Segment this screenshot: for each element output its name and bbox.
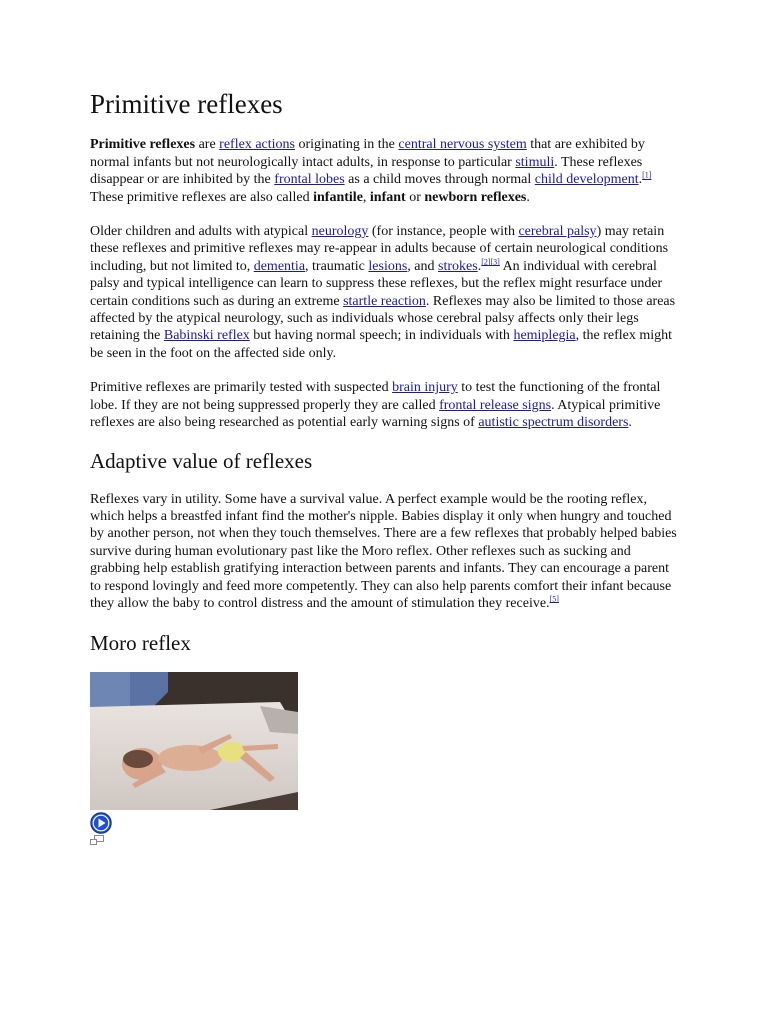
reference-5[interactable]: [5] [549, 594, 559, 604]
testing-paragraph: Primitive reflexes are primarily tested with suspected brain injury to test the functioning of the frontal lobe. If they are not being suppressed properly they are called frontal release signs. Atypical primitive reflexes are also being researched as potential early warning signs of autistic spectrum disorders. [90, 380, 661, 431]
play-icon[interactable] [90, 812, 112, 834]
link-reflex-actions[interactable]: reflex actions [219, 137, 295, 153]
page-title: Primitive reflexes [90, 89, 283, 119]
link-strokes[interactable]: strokes [438, 258, 478, 274]
link-frontal-lobes[interactable]: frontal lobes [274, 172, 345, 188]
link-stimuli[interactable]: stimuli [515, 154, 555, 170]
bold-term: Primitive reflexes [90, 137, 196, 153]
link-dementia[interactable]: dementia [253, 258, 306, 274]
enlarge-icon[interactable] [90, 835, 104, 845]
neurology-paragraph: Older children and adults with atypical neurology (for instance, people with cerebral palsy) may retain these reflexes and primitive reflexes may re-appear in adults because of certain neurological conditions including, but not limited to, dementia, traumatic lesions, and strokes.[2][3] An individual with cerebral palsy and typical intelligence can learn to suppress these reflexes, but the reflex might resurface under certain conditions such as during an extreme startle reaction. Reflexes may also be limited to those areas affected by the atypical neurology, such as individuals whose cerebral palsy affects only their legs retaining the Babinski reflex but having normal speech; in individuals with hemiplegia, the reflex might be seen in the foot on the affected side only. [90, 224, 676, 361]
link-hemiplegia[interactable]: hemiplegia [513, 328, 576, 344]
link-cerebral-palsy[interactable]: cerebral palsy [518, 224, 597, 240]
section-heading-moro-reflex: Moro reflex [90, 630, 191, 655]
bold-infant: infant [369, 189, 406, 205]
link-frontal-release-signs[interactable]: frontal release signs [439, 397, 552, 413]
link-autistic-spectrum-disorders[interactable]: autistic spectrum disorders [478, 415, 629, 431]
article-content [90, 88, 680, 845]
link-startle-reaction[interactable]: startle reaction [343, 293, 426, 309]
link-child-development[interactable]: child development [534, 172, 639, 188]
reference-1[interactable]: [1] [642, 170, 652, 180]
bold-newborn-reflexes: newborn reflexes [424, 189, 527, 205]
adaptive-value-paragraph: Reflexes vary in utility. Some have a survival value. A perfect example would be the rooting reflex, which helps a breastfed infant find the mother's nipple. Babies display it only when hungry and touched by another person, not when they touch themselves. There are a few reflexes that probably helped babies survive during human evolutionary past like the Moro reflex. Other reflexes such as sucking and grabbing help establish gratifying interaction between parents and infants. They can encourage a parent to respond lovingly and feed more competently. They can also help parents comfort their infant because they allow the baby to control distress and the amount of stimulation they receive.[5] [90, 491, 677, 612]
link-lesions[interactable]: lesions [368, 258, 408, 274]
link-brain-injury[interactable]: brain injury [392, 380, 458, 396]
link-neurology[interactable]: neurology [311, 224, 369, 240]
bold-infantile: infantile [313, 189, 363, 205]
moro-reflex-photo[interactable] [90, 672, 298, 810]
intro-paragraph: Primitive reflexes are reflex actions originating in the central nervous system that are exhibited by normal infants but not neurologically intact adults, in response to particular stimuli. These reflexes disappear or are inhibited by the frontal lobes as a child moves through normal child development.[1] These primitive reflexes are also called infantile, infant or newborn reflexes. [90, 137, 652, 205]
link-babinski-reflex[interactable]: Babinski reflex [163, 328, 250, 344]
link-central-nervous-system[interactable]: central nervous system [398, 137, 527, 153]
section-heading-adaptive-value: Adaptive value of reflexes [90, 449, 313, 474]
reference-2-3[interactable]: [2][3] [481, 257, 500, 267]
